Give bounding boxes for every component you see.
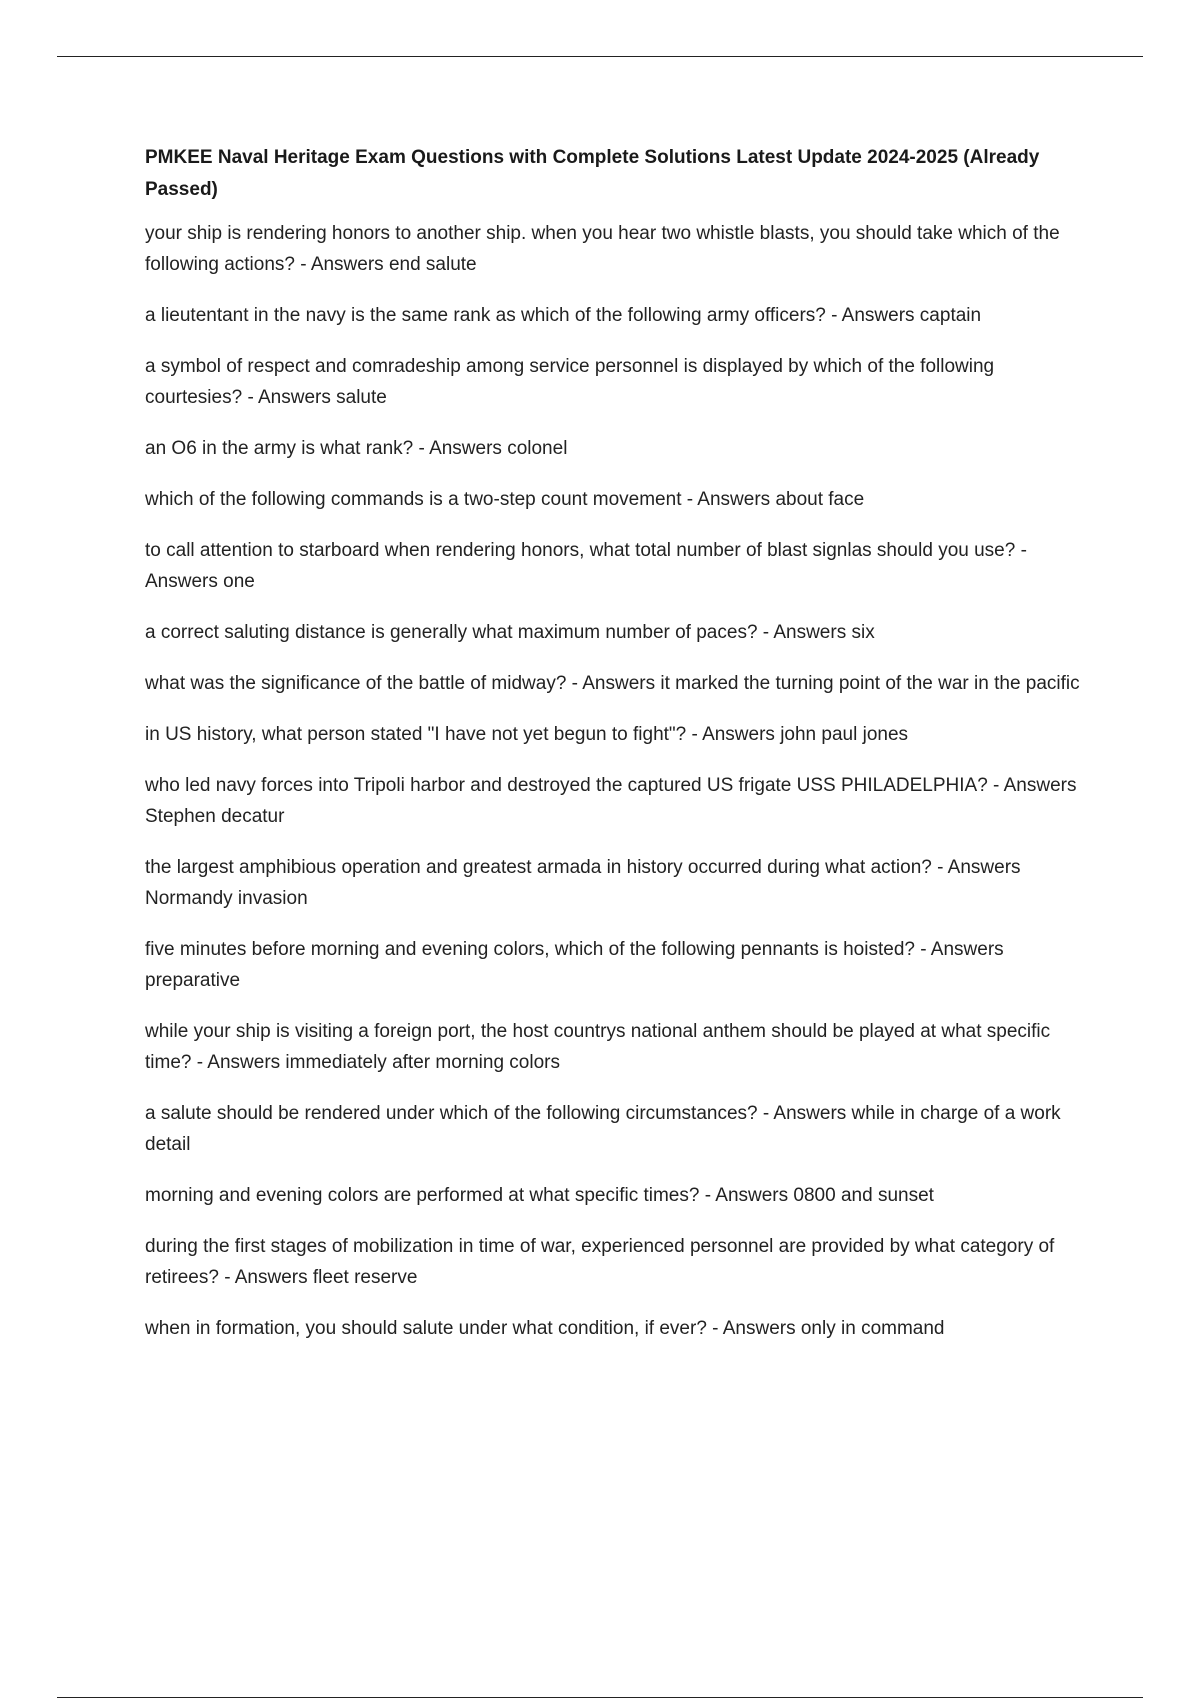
qa-item: who led navy forces into Tripoli harbor and destroyed the captured US frigate USS PHILADELPHIA? - Answers Stephen decatur [145, 775, 1077, 827]
qa-item: a correct saluting distance is generally what maximum number of paces? - Answers six [145, 622, 875, 643]
qa-item: a salute should be rendered under which of the following circumstances? - Answers while in charge of a work detail [145, 1103, 1061, 1155]
top-rule [57, 56, 1143, 57]
qa-item: five minutes before morning and evening colors, which of the following pennants is hoisted? - Answers preparative [145, 939, 1004, 991]
qa-item: in US history, what person stated "I have not yet begun to fight"? - Answers john paul jones [145, 724, 909, 745]
qa-item: an O6 in the army is what rank? - Answers colonel [145, 438, 568, 459]
qa-item: while your ship is visiting a foreign port, the host countrys national anthem should be played at what specific time? - Answers immediately after morning colors [145, 1021, 1051, 1073]
bottom-rule [57, 1697, 1143, 1698]
qa-list [145, 218, 1095, 1344]
qa-item: what was the significance of the battle of midway? - Answers it marked the turning point of the war in the pacific [145, 673, 1080, 694]
qa-item: a symbol of respect and comradeship among service personnel is displayed by which of the following courtesies? - Answers salute [145, 356, 995, 408]
qa-item: which of the following commands is a two-step count movement - Answers about face [145, 489, 865, 510]
qa-item: morning and evening colors are performed at what specific times? - Answers 0800 and sunset [145, 1185, 934, 1206]
qa-item: a lieutentant in the navy is the same rank as which of the following army officers? - Answers captain [145, 305, 982, 326]
qa-item: your ship is rendering honors to another ship. when you hear two whistle blasts, you should take which of the following actions? - Answers end salute [145, 223, 1060, 275]
qa-item: when in formation, you should salute under what condition, if ever? - Answers only in command [145, 1318, 945, 1339]
qa-item: during the first stages of mobilization in time of war, experienced personnel are provided by what category of retirees? - Answers fleet reserve [145, 1236, 1055, 1288]
document-body [145, 142, 1095, 1364]
document-title: PMKEE Naval Heritage Exam Questions with Complete Solutions Latest Update 2024-2025 (Already Passed) [145, 147, 1040, 200]
qa-item: the largest amphibious operation and greatest armada in history occurred during what action? - Answers Normandy invasion [145, 857, 1021, 909]
qa-item: to call attention to starboard when rendering honors, what total number of blast signlas should you use? - Answers one [145, 540, 1027, 592]
